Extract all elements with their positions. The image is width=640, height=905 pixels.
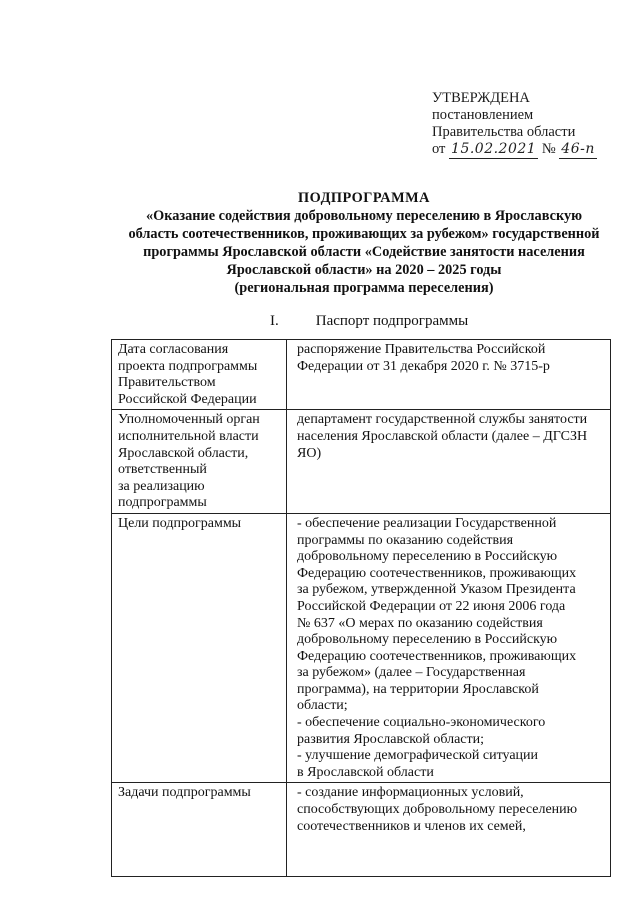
- approval-title: УТВЕРЖДЕНА: [432, 90, 530, 106]
- cell-line: Российской Федерации: [118, 391, 257, 407]
- cell-line: способствующих добровольному переселению: [297, 802, 578, 818]
- table-cell-value: [287, 340, 611, 410]
- approval-number: 46-п: [561, 141, 595, 157]
- approval-date-line: [432, 141, 597, 159]
- title-main: ПОДПРОГРАММА: [298, 190, 430, 206]
- cell-line: Цели подпрограммы: [118, 515, 242, 531]
- cell-line: добровольному переселению в Российскую: [297, 632, 558, 648]
- section-heading: [270, 313, 468, 330]
- cell-line: - обеспечение социально-экономического: [297, 715, 546, 731]
- cell-line: Ярославской области,: [118, 445, 249, 461]
- cell-line: подпрограммы: [118, 495, 207, 511]
- section-title: Паспорт подпрограммы: [315, 313, 469, 329]
- title-line-5: (региональная программа переселения): [234, 280, 494, 296]
- table-cell-value: [287, 783, 611, 877]
- cell-line: Федерацию соотечественников, проживающих: [297, 648, 577, 664]
- table-row: [112, 783, 611, 877]
- approval-from: от: [432, 141, 446, 157]
- approval-date: 15.02.2021: [451, 141, 537, 157]
- cell-line: ответственный: [118, 462, 207, 478]
- passport-table-body: [112, 340, 611, 877]
- cell-line: за рубежом» (далее – Государственная: [297, 665, 526, 681]
- cell-line: развития Ярославской области;: [297, 731, 485, 747]
- cell-line: распоряжение Правительства Российской: [297, 342, 546, 357]
- cell-line: Дата согласования: [118, 342, 229, 357]
- cell-line: - создание информационных условий,: [297, 785, 524, 801]
- cell-line: проекта подпрограммы: [118, 358, 258, 374]
- cell-line: за рубежом, утвержденной Указом Президента: [297, 582, 576, 598]
- document-title: [98, 189, 630, 297]
- cell-line: соотечественников и членов их семей,: [297, 818, 526, 834]
- cell-line: - улучшение демографической ситуации: [297, 748, 539, 764]
- approval-stamp: [432, 90, 597, 159]
- section-number: I.: [270, 313, 279, 329]
- cell-line: Федерацию соотечественников, проживающих: [297, 565, 577, 581]
- cell-line: Правительством: [118, 375, 216, 391]
- cell-line: Задачи подпрограммы: [118, 785, 251, 801]
- cell-line: Федерации от 31 декабря 2020 г. № 3715-р: [297, 358, 550, 374]
- cell-line: департамент государственной службы занятости: [297, 412, 588, 428]
- title-line-2: область соотечественников, проживающих за рубежом» государственной: [128, 226, 600, 242]
- approval-line-government: Правительства области: [432, 124, 576, 140]
- cell-line: в Ярославской области: [297, 764, 434, 780]
- cell-line: № 637 «О мерах по оказанию содействия: [297, 615, 543, 631]
- cell-line: населения Ярославской области (далее – ДГСЗН: [297, 428, 588, 444]
- cell-line: программы по оказанию содействия: [297, 532, 514, 548]
- cell-line: программа), на территории Ярославской: [297, 681, 539, 697]
- table-cell-label: [112, 513, 287, 783]
- cell-line: исполнительной власти: [118, 428, 259, 444]
- table-row: [112, 410, 611, 514]
- cell-line: Российской Федерации от 22 июня 2006 года: [297, 598, 566, 614]
- title-line-1: «Оказание содействия добровольному переселению в Ярославскую: [145, 208, 583, 224]
- cell-line: за реализацию: [118, 478, 205, 494]
- cell-line: области;: [297, 698, 348, 714]
- table-cell-label: [112, 340, 287, 410]
- table-cell-label: [112, 783, 287, 877]
- cell-line: ЯО): [297, 445, 322, 461]
- passport-table: [111, 339, 611, 877]
- table-cell-label: [112, 410, 287, 514]
- cell-line: Уполномоченный орган: [118, 412, 260, 428]
- cell-line: добровольному переселению в Российскую: [297, 549, 558, 565]
- title-line-3: программы Ярославской области «Содействие занятости населения: [143, 244, 585, 260]
- approval-line-resolution: постановлением: [432, 107, 534, 123]
- title-line-4: Ярославской области» на 2020 – 2025 годы: [226, 262, 502, 278]
- table-cell-value: [287, 513, 611, 783]
- table-row: [112, 513, 611, 783]
- table-cell-value: [287, 410, 611, 514]
- cell-line: - обеспечение реализации Государственной: [297, 515, 557, 531]
- table-row: [112, 340, 611, 410]
- approval-number-sign: №: [541, 141, 556, 157]
